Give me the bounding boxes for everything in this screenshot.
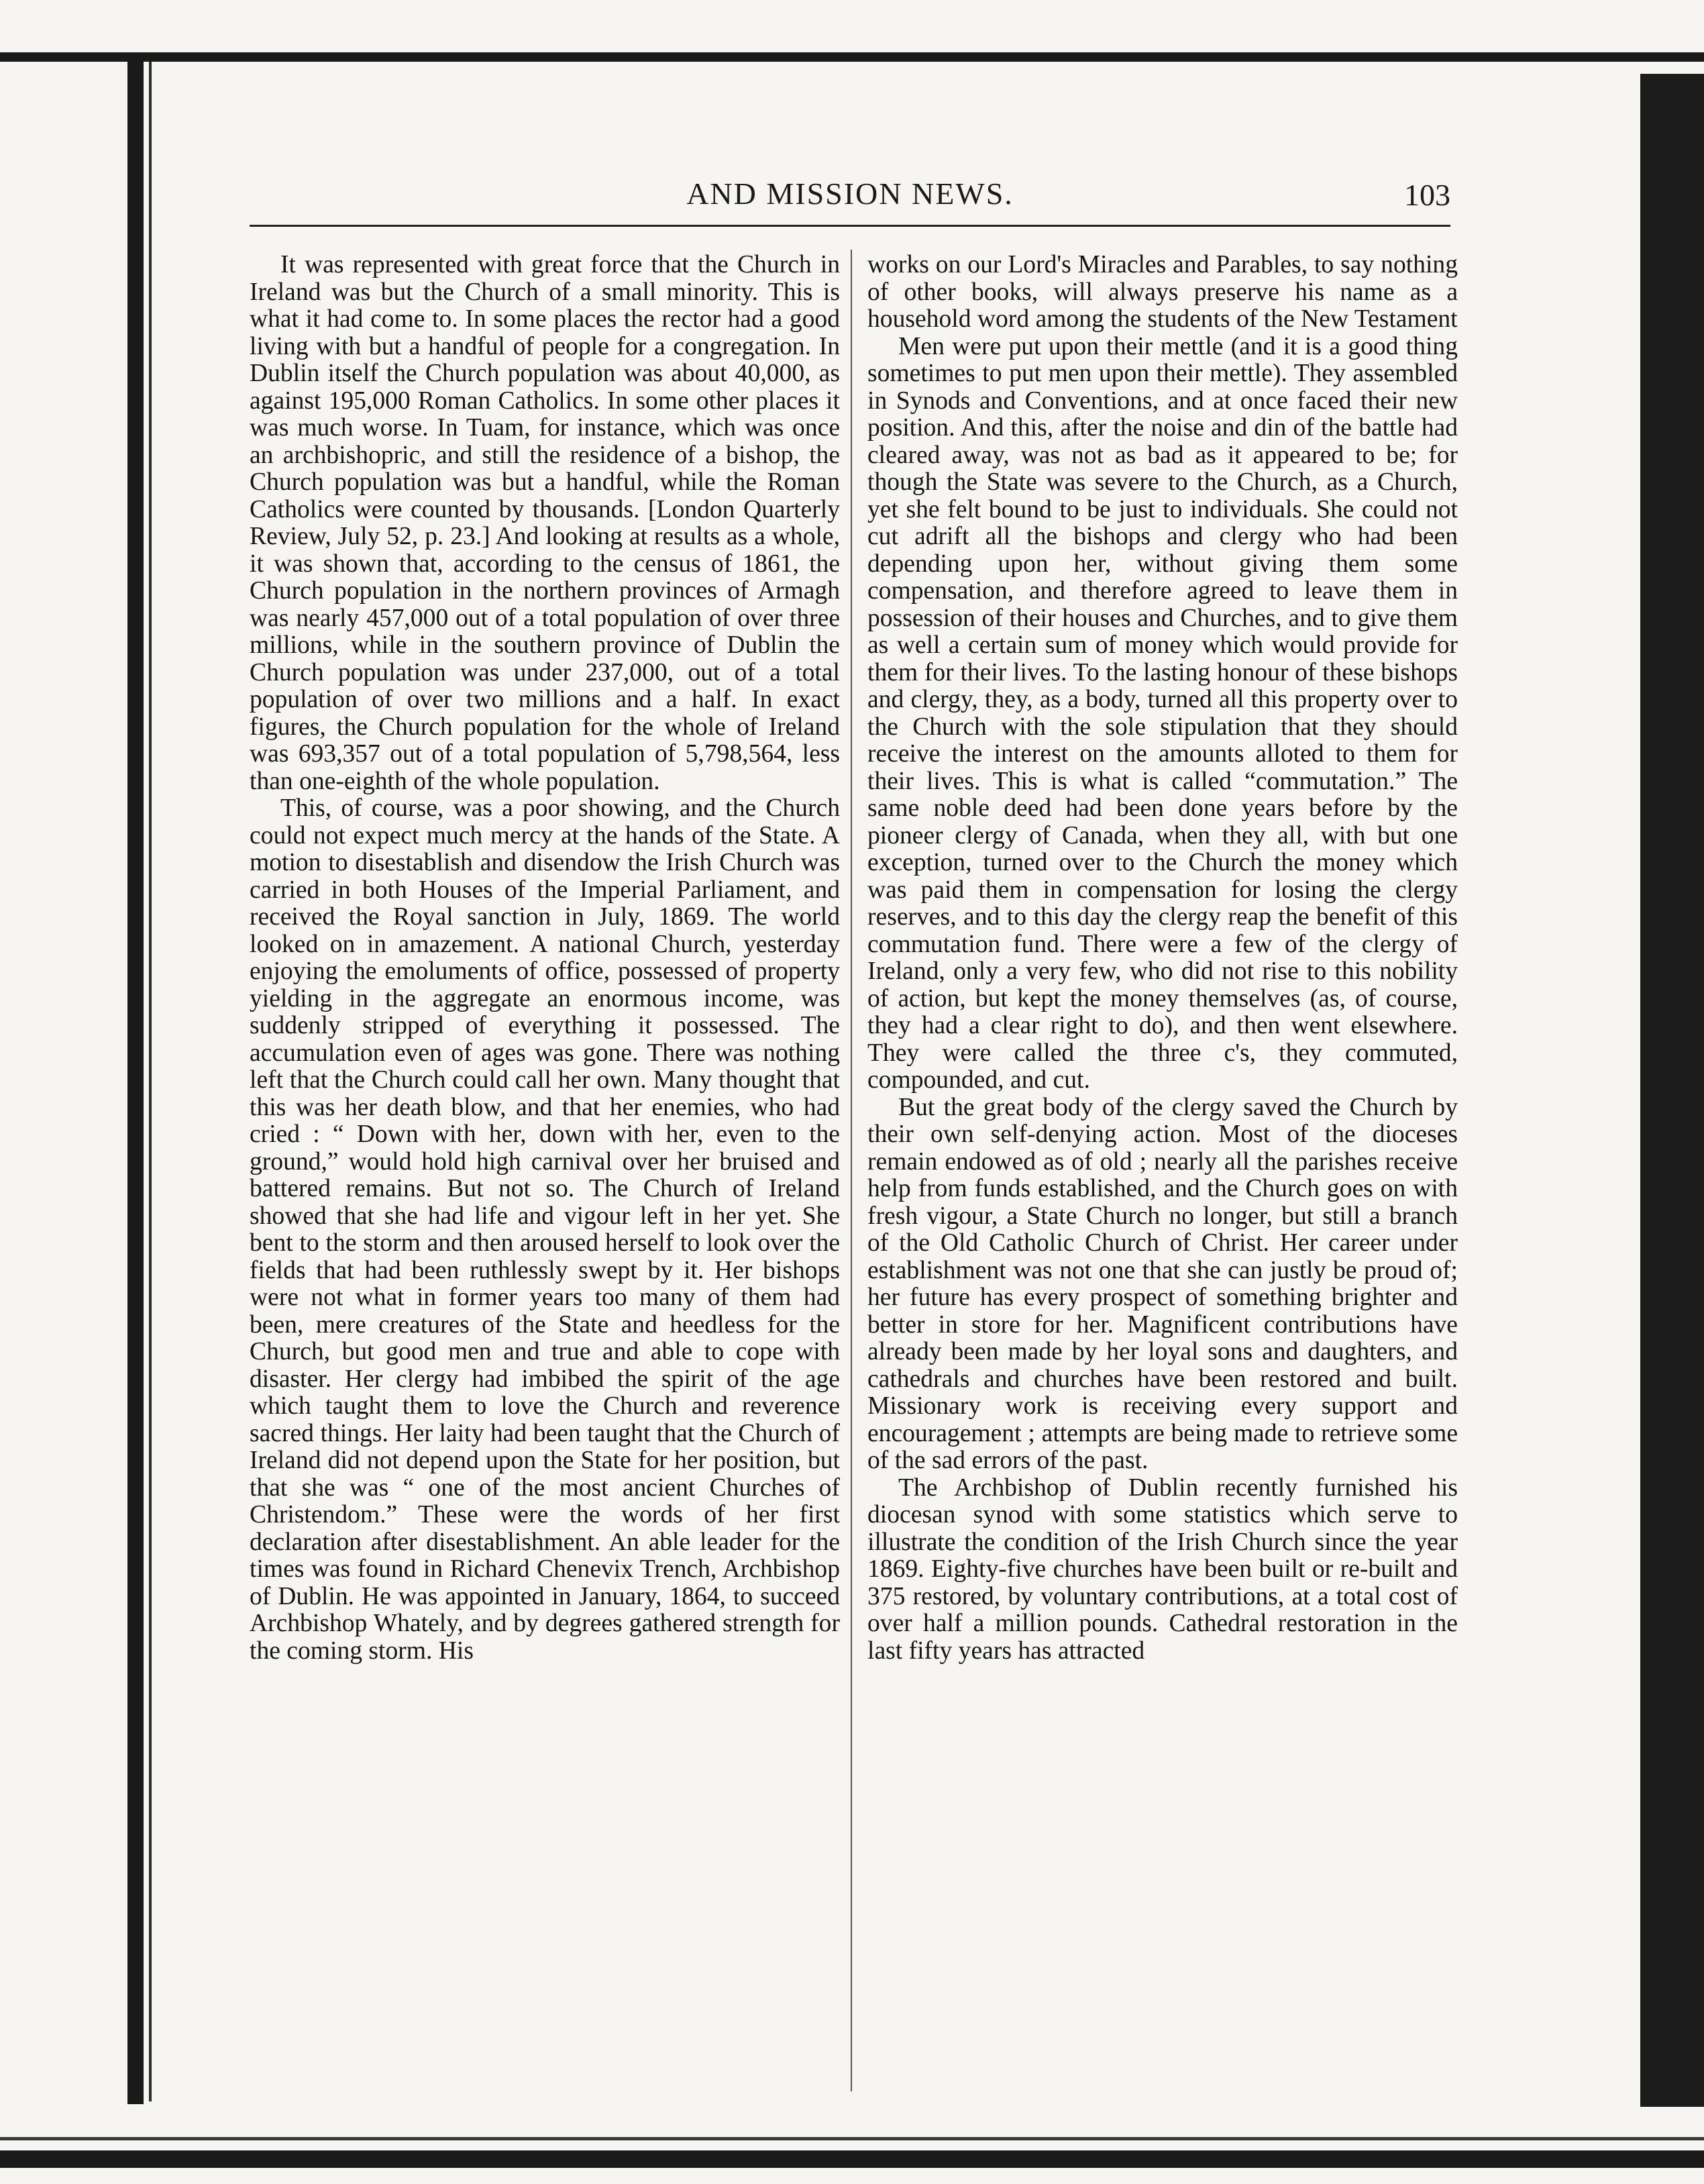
scan-bottom-border xyxy=(0,2150,1704,2168)
right-paragraph-4: The Archbishop of Dublin recently furnished his diocesan synod with some statistics which serve to illustrate the condition of the Irish Church since the year 1869. Eighty-five churches have been built or re-built and 375 restored, by voluntary contributions, at a total cost of over half a million pounds. Cathedral restoration in the last fifty years has attracted xyxy=(867,1473,1458,1665)
scan-right-border xyxy=(1640,74,1704,2107)
right-column xyxy=(867,252,1458,2090)
page-number: 103 xyxy=(1404,178,1450,212)
right-paragraph-2: Men were put upon their mettle (and it is a good thing sometimes to put men upon their mettle). They assembled in Synods and Conventions, and at once faced their new position. And this, after the noise and din of the battle had cleared away, was not as bad as it appeared to be; for though the State was severe to the Church, as a Church, yet she felt bound to be just to individuals. She could not cut adrift all the bishops and clergy who had been depending upon her, without giving them some compensation, and therefore agreed to leave them in possession of their houses and Churches, and to give them as well a certain sum of money which would provide for them for their lives. To the lasting honour of these bishops and clergy, they, as a body, turned all this property over to the Church with the sole stipulation that they should receive the interest on the amounts alloted to them for their lives. This is what is called “commutation.” The same noble deed had been done years before by the pioneer clergy of Canada, when they all, with but one exception, turned over to the Church the money which was paid them in compensation for losing the clergy reserves, and to this day the clergy reap the benefit of this commutation fund. There were a few of the clergy of Ireland, only a very few, who did not rise to this nobility of action, but kept the money themselves (as, of course, they had a clear right to do), and then went elsewhere. They were called the three c's, they commuted, compounded, and cut. xyxy=(867,332,1458,1094)
right-paragraph-3: But the great body of the clergy saved the Church by their own self-denying action. Most of the dioceses remain endowed as of old ; nearly all the parishes receive help from funds established, and the Church goes on with fresh vigour, a State Church no longer, but still a branch of the Old Catholic Church of Christ. Her career under establishment was not one that she can justly be proud of; her future has every prospect of something brighter and better in store for her. Magnificent contributions have already been made by her loyal sons and daughters, and cathedrals and churches have been restored and built. Missionary work is receiving every support and encouragement ; attempts are being made to retrieve some of the sad errors of the past. xyxy=(867,1093,1458,1474)
scan-left-border-inner xyxy=(149,62,152,2101)
running-head xyxy=(250,176,1450,219)
scan-bottom-border-inner xyxy=(0,2137,1704,2140)
scan-left-border xyxy=(127,58,144,2104)
left-paragraph-2: This, of course, was a poor showing, and the Church could not expect much mercy at the hands of the State. A motion to disestablish and disendow the Irish Church was carried in both Houses of the Imperial Parliament, and received the Royal sanction in July, 1869. The world looked on in amazement. A national Church, yesterday enjoying the emoluments of office, possessed of property yielding in the aggregate an enormous income, was suddenly stripped of everything it possessed. The accumulation even of ages was gone. There was nothing left that the Church could call her own. Many thought that this was her death blow, and that her enemies, who had cried : “ Down with her, down with her, even to the ground,” would hold high carnival over her bruised and battered remains. But not so. The Church of Ireland showed that she had life and vigour left in her yet. She bent to the storm and then aroused herself to look over the fields that had been ruthlessly swept by it. Her bishops were not what in former years too many of them had been, mere creatures of the State and heedless for the Church, but good men and true and able to cope with disaster. Her clergy had imbibed the spirit of the age which taught them to love the Church and reverence sacred things. Her laity had been taught that the Church of Ireland did not depend upon the State for her position, but that she was “ one of the most ancient Churches of Christendom.” These were the words of her first declaration after disestablishment. An able leader for the times was found in Richard Chenevix Trench, Archbishop of Dublin. He was appointed in January, 1864, to succeed Archbishop Whately, and by degrees gathered strength for the coming storm. His xyxy=(250,794,840,1665)
running-title: AND MISSION NEWS. xyxy=(686,176,1014,211)
scan-top-border xyxy=(0,52,1704,62)
right-paragraph-1: works on our Lord's Miracles and Parables, to say nothing of other books, will always preserve his name as a household word among the students of the New Testament xyxy=(867,252,1458,333)
header-rule xyxy=(250,225,1450,227)
column-divider xyxy=(851,250,852,2091)
left-column xyxy=(250,252,840,2090)
left-paragraph-1: It was represented with great force that the Church in Ireland was but the Church of a small minority. This is what it had come to. In some places the rector had a good living with but a handful of people for a congregation. In Dublin itself the Church population was about 40,000, as against 195,000 Roman Catholics. In some other places it was much worse. In Tuam, for instance, which was once an archbishopric, and still the residence of a bishop, the Church population was but a handful, while the Roman Catholics were counted by thousands. [London Quarterly Review, July 52, p. 23.] And looking at results as a whole, it was shown that, according to the census of 1861, the Church population in the northern provinces of Armagh was nearly 457,000 out of a total population of over three millions, while in the southern province of Dublin the Church population was under 237,000, out of a total population of over two millions and a half. In exact figures, the Church population for the whole of Ireland was 693,357 out of a total population of 5,798,564, less than one-eighth of the whole population. xyxy=(250,252,840,795)
